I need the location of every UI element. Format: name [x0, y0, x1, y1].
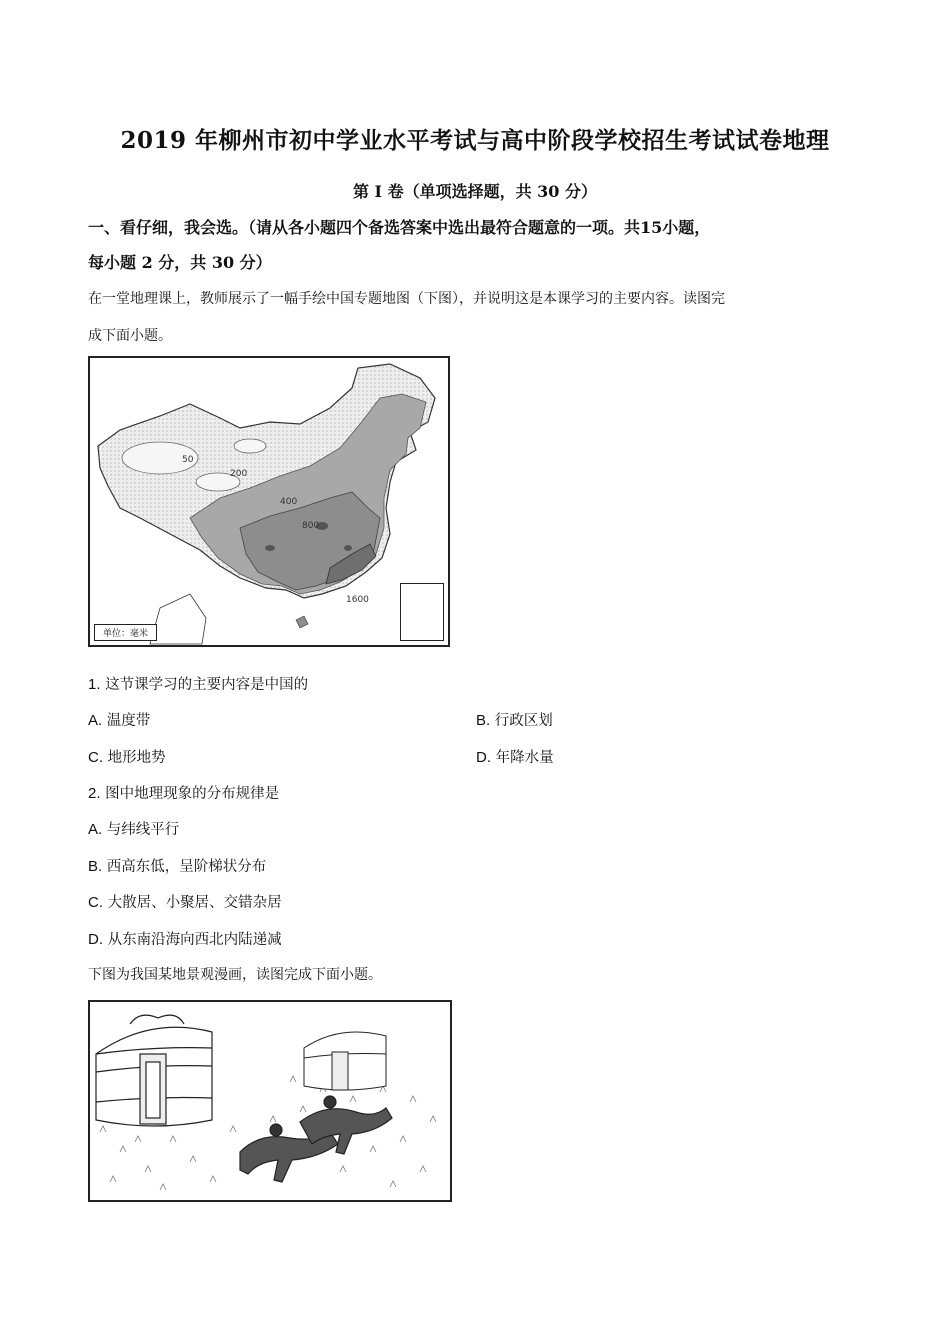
map-unit-label: 单位：毫米: [94, 624, 157, 641]
question-number: 2.: [88, 785, 101, 802]
china-map-illustration: [90, 358, 448, 645]
large-yurt: [96, 1015, 212, 1126]
question-number: 1.: [88, 676, 101, 693]
intro-paragraph-line2: 成下面小题。: [88, 328, 172, 344]
question-stem: 图中地理现象的分布规律是: [105, 786, 280, 802]
option-1c: C. 地形地势: [88, 749, 166, 766]
isoline-label: 800: [302, 521, 320, 531]
small-yurt: [304, 1032, 386, 1090]
intro-paragraph-line1: 在一堂地理课上，教师展示了一幅手绘中国专题地图（下图），并说明这是本课学习的主要内容。读图完: [88, 291, 725, 307]
grassland-comic-figure: [88, 1000, 452, 1202]
yurt-horse-illustration: [90, 1002, 450, 1200]
south-china-sea-inset: [400, 583, 444, 641]
intro-paragraph-2: 下图为我国某地景观漫画，读图完成下面小题。: [88, 967, 382, 983]
option-1b: B. 行政区划: [476, 712, 553, 729]
isoline-label: 1600: [346, 595, 369, 605]
section-heading-line1: 一、看仔细，我会选。（请从各小题四个备选答案中选出最符合题意的一项。共15小题，: [88, 218, 711, 237]
precipitation-map-figure: [88, 356, 450, 647]
isoline-label: 50: [182, 455, 194, 465]
question-1: [88, 673, 308, 694]
option-2c: C. 大散居、小聚居、交错杂居: [88, 894, 282, 911]
page-title: 2019 年柳州市初中学业水平考试与高中阶段学校招生考试试卷地理: [120, 127, 830, 154]
isoline-label: 200: [230, 469, 248, 479]
question-2: [88, 782, 279, 803]
option-1a: A. 温度带: [88, 712, 151, 729]
option-2d: D. 从东南沿海向西北内陆递减: [88, 931, 282, 948]
section-heading-line2: 每小题 2 分，共 30 分）: [88, 253, 272, 272]
hainan-island: [296, 616, 308, 628]
option-1d: D. 年降水量: [476, 749, 554, 766]
option-2b: B. 西高东低，呈阶梯状分布: [88, 858, 267, 875]
part-heading: 第 I 卷（单项选择题，共 30 分）: [352, 182, 598, 201]
isoline-label: 400: [280, 497, 298, 507]
neighbor-land: [150, 594, 206, 644]
option-2a: A. 与纬线平行: [88, 821, 180, 838]
horse-riders: [240, 1096, 392, 1182]
question-stem: 这节课学习的主要内容是中国的: [105, 677, 309, 693]
